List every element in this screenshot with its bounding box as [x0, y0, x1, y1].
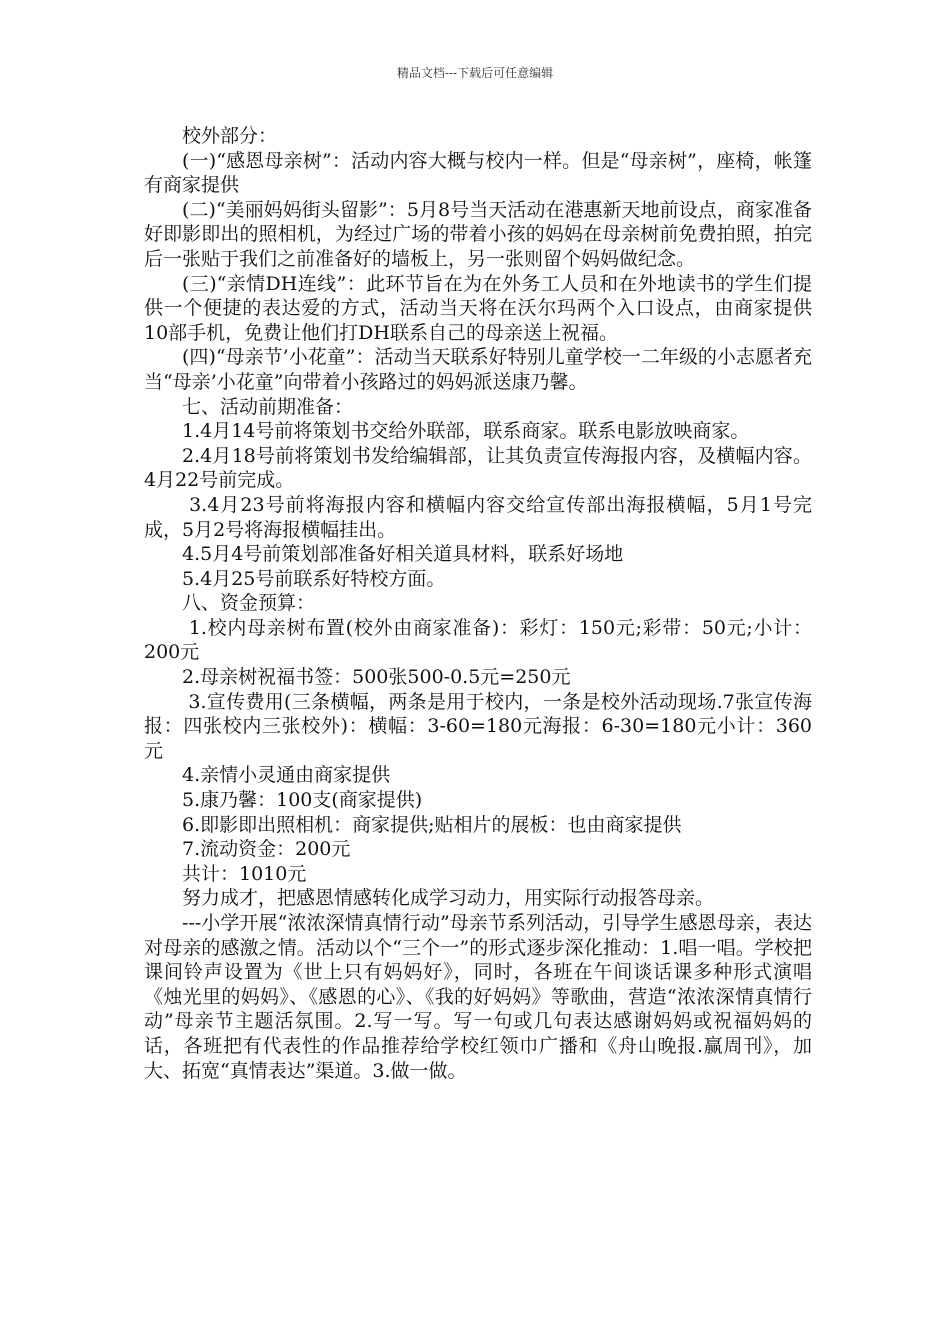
section-heading-budget: 八、资金预算：: [182, 592, 316, 615]
budget-total: 共计：1010元: [182, 862, 307, 885]
paragraph-motivation: 努力成才，把感恩情感转化成学习动力，用实际行动报答母亲。: [182, 887, 715, 910]
paragraph-mother-tree: (一)“感恩母亲树”：活动内容大概与校内一样。但是“母亲树”，座椅，帐篷有商家提供: [144, 149, 812, 197]
paragraph-family-call: (三)“亲情DH连线”：此环节旨在为在外务工人员和在外地读书的学生们提供一个便捷的表达爱的方式，活动当天将在沃尔玛两个入口设点，由商家提供10部手机，免费让他们打DH联系自己的母亲送上祝福。: [144, 272, 812, 344]
prep-item-4: 4.5月4号前策划部准备好相关道具材料，联系好场地: [182, 543, 624, 566]
budget-item-5: 5.康乃馨：100支(商家提供): [182, 789, 423, 812]
budget-item-3: 3.宣传费用(三条横幅，两条是用于校内，一条是校外活动现场.7张宣传海报：四张校内三张校外)：横幅：3-60=180元海报：6-30=180元小计：360元: [144, 690, 812, 762]
section-heading-off-campus: 校外部分：: [182, 125, 278, 147]
budget-item-6: 6.即影即出照相机：商家提供;贴相片的展板：也由商家提供: [182, 813, 682, 836]
budget-item-7: 7.流动资金：200元: [182, 838, 351, 861]
budget-item-1: 1.校内母亲树布置(校外由商家准备)：彩灯：150元;彩带：50元;小计：200元: [144, 616, 812, 664]
section-heading-preparation: 七、活动前期准备：: [182, 395, 354, 418]
paragraph-flower-kid: (四)“母亲节’小花童”：活动当天联系好特别儿童学校一二年级的小志愿者充当“母亲’小花童”向带着小孩路过的妈妈派送康乃馨。: [144, 346, 812, 393]
prep-item-3: 3.4月23号前将海报内容和横幅内容交给宣传部出海报横幅，5月1号完成，5月2号将海报横幅挂出。: [144, 493, 812, 541]
prep-item-5: 5.4月25号前联系好特校方面。: [182, 567, 446, 590]
document-body: [144, 124, 812, 1083]
page-header: 精品文档---下载后可任意编辑: [396, 66, 554, 80]
prep-item-1: 1.4月14号前将策划书交给外联部，联系商家。联系电影放映商家。: [182, 420, 750, 443]
prep-item-2: 2.4月18号前将策划书发给编辑部，让其负责宣传海报内容，及横幅内容。4月22号前完成。: [144, 444, 812, 492]
paragraph-school-activities: ---小学开展“浓浓深情真情行动”母亲节系列活动，引导学生感恩母亲，表达对母亲的感激之情。活动以个“三个一”的形式逐步深化推动：1.唱一唱。学校把课间铃声设置为《世上只有妈妈好》，同时，各班在午间谈话课多种形式演唱《烛光里的妈妈》、《感恩的心》、《我的好妈妈》等歌曲，营造“浓浓深情真情行动”母亲节主题活氛围。2.写一写。写一句或几句表达感谢妈妈或祝福妈妈的话，各班把有代表性的作品推荐给学校红领巾广播和《舟山晚报.赢周刊》，加大、拓宽“真情表达”渠道。3.做一做。: [144, 912, 812, 1082]
budget-item-2: 2.母亲树祝福书签：500张500-0.5元=250元: [182, 666, 571, 689]
budget-item-4: 4.亲情小灵通由商家提供: [182, 764, 391, 787]
paragraph-street-photo: (二)“美丽妈妈街头留影”：5月8号当天活动在港惠新天地前设点，商家准备好即影即出的照相机，为经过广场的带着小孩的妈妈在母亲树前免费拍照，拍完后一张贴于我们之前准备好的墙板上，另一张则留个妈妈做纪念。: [144, 198, 812, 270]
